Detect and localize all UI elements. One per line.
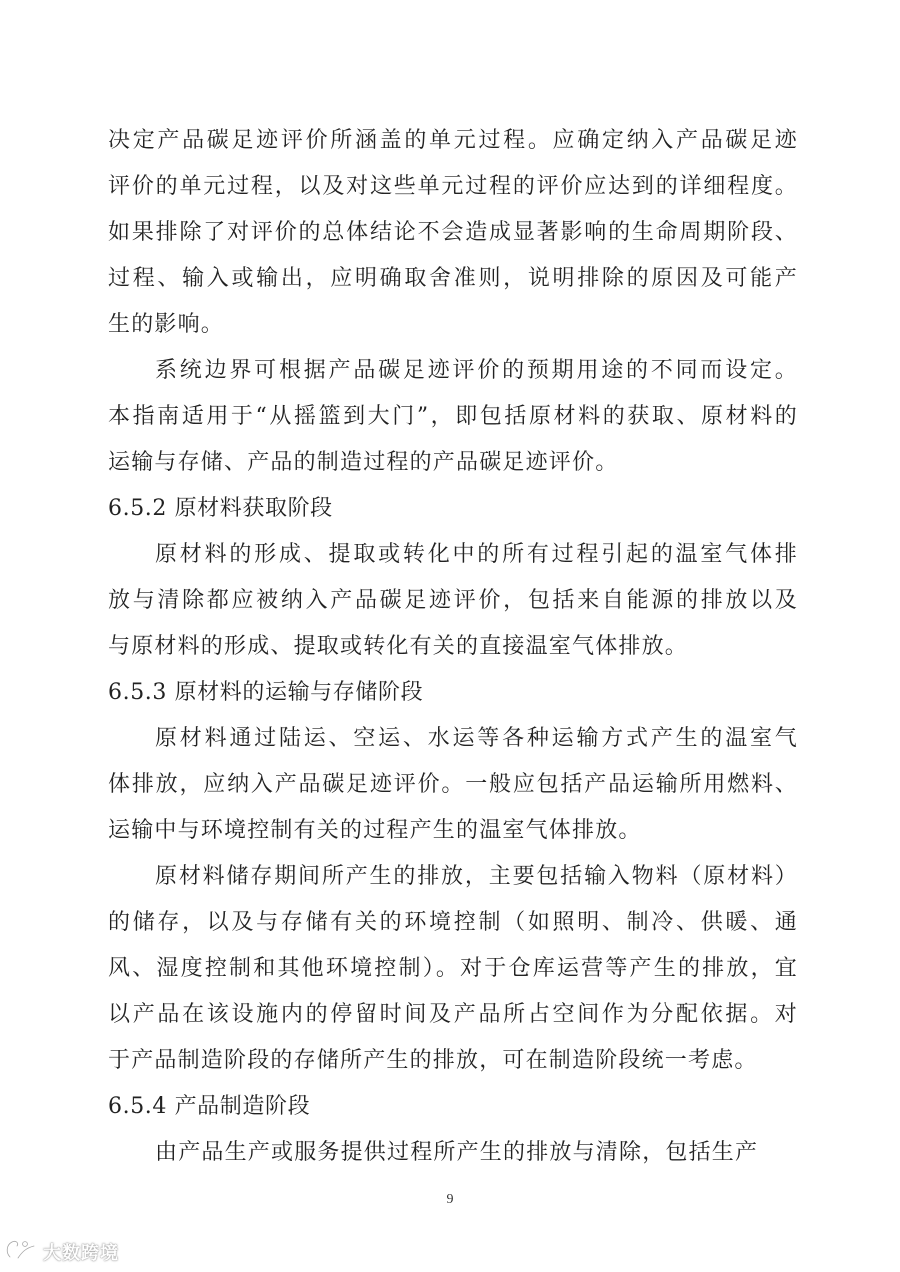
paragraph-line: 由产品生产或服务提供过程所产生的排放与清除，包括生产 <box>155 1140 759 1165</box>
paragraph-line: 风、湿度控制和其他环境控制）。对于仓库运营等产生的排放，宜 <box>108 956 798 981</box>
paragraph-line: 系统边界可根据产品碳足迹评价的预期用途的不同而设定。 <box>155 358 798 383</box>
paragraph-line: 原材料通过陆运、空运、水运等各种运输方式产生的温室气 <box>155 726 798 751</box>
section-heading: 6.5.4 产品制造阶段 <box>108 1094 311 1119</box>
paragraph-line: 与原材料的形成、提取或转化有关的直接温室气体排放。 <box>108 634 689 659</box>
paragraph-line: 原材料储存期间所产生的排放，主要包括输入物料（原材料） <box>155 864 798 889</box>
paragraph-line: 体排放，应纳入产品碳足迹评价。一般应包括产品运输所用燃料、 <box>108 772 798 797</box>
watermark <box>4 1239 119 1265</box>
section-heading: 6.5.2 原材料获取阶段 <box>108 496 333 521</box>
paragraph-line: 放与清除都应被纳入产品碳足迹评价，包括来自能源的排放以及 <box>108 588 798 613</box>
paragraph-line: 决定产品碳足迹评价所涵盖的单元过程。应确定纳入产品碳足迹 <box>108 128 798 153</box>
paragraph-line: 运输与存储、产品的制造过程的产品碳足迹评价。 <box>108 450 619 475</box>
section-heading: 6.5.3 原材料的运输与存储阶段 <box>108 680 424 705</box>
watermark-logo-icon <box>4 1238 38 1266</box>
paragraph-line: 过程、输入或输出，应明确取舍准则，说明排除的原因及可能产 <box>108 266 798 291</box>
paragraph-line: 的储存，以及与存储有关的环境控制（如照明、制冷、供暖、通 <box>108 910 798 935</box>
paragraph-line: 生的影响。 <box>108 312 225 337</box>
paragraph-line: 于产品制造阶段的存储所产生的排放，可在制造阶段统一考虑。 <box>108 1048 758 1073</box>
paragraph-line: 原材料的形成、提取或转化中的所有过程引起的温室气体排 <box>155 542 798 567</box>
paragraph-line: 运输中与环境控制有关的过程产生的温室气体排放。 <box>108 818 642 843</box>
watermark-text: 大数跨境 <box>43 1243 119 1264</box>
paragraph-line: 如果排除了对评价的总体结论不会造成显著影响的生命周期阶段、 <box>108 220 798 245</box>
paragraph-line: 本指南适用于“从摇篮到大门”，即包括原材料的获取、原材料的 <box>108 404 798 429</box>
page-number: 9 <box>446 1192 454 1207</box>
paragraph-line: 评价的单元过程，以及对这些单元过程的评价应达到的详细程度。 <box>108 174 798 199</box>
paragraph-line: 以产品在该设施内的停留时间及产品所占空间作为分配依据。对 <box>108 1002 798 1027</box>
